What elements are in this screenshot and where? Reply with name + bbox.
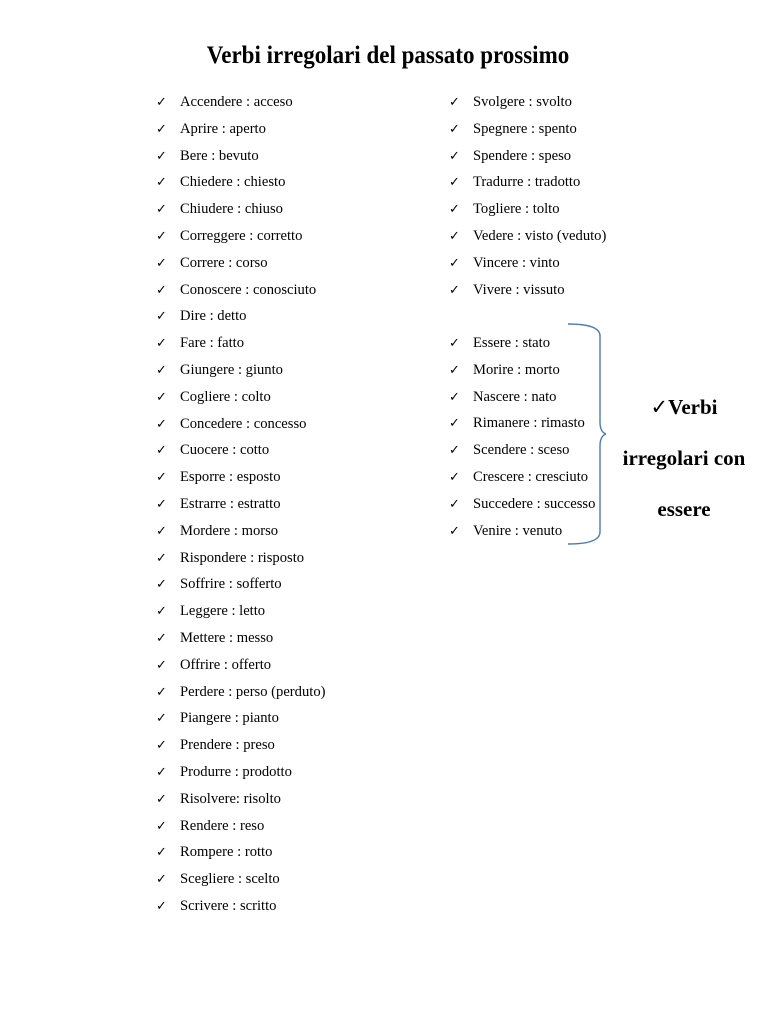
list-item — [156, 571, 325, 598]
verb-pair: Vincere : vinto — [473, 254, 560, 271]
page-title: Verbi irregolari del passato prossimo — [206, 42, 570, 69]
check-icon: ✓ — [449, 282, 460, 298]
check-icon: ✓ — [156, 604, 167, 620]
check-icon: ✓ — [156, 523, 167, 539]
verb-pair: Succedere : successo — [473, 495, 596, 512]
check-icon: ✓ — [449, 121, 460, 137]
check-icon: ✓ — [156, 657, 167, 673]
list-item — [156, 759, 325, 786]
verb-pair: Chiedere : chiesto — [180, 174, 286, 191]
verb-pair: Perdere : perso (perduto) — [180, 683, 326, 700]
check-icon: ✓ — [156, 577, 167, 593]
list-item — [156, 652, 325, 679]
verb-pair: Venire : venuto — [473, 522, 563, 539]
check-icon: ✓ — [156, 148, 167, 164]
verb-pair: Mettere : messo — [180, 629, 274, 646]
list-item — [156, 491, 325, 518]
list-item — [449, 277, 606, 304]
check-icon: ✓ — [449, 469, 460, 485]
list-item — [449, 143, 606, 170]
verb-pair: Crescere : cresciuto — [473, 468, 589, 485]
list-item — [156, 866, 325, 893]
verb-pair: Scrivere : scritto — [180, 897, 277, 914]
list-item — [449, 223, 606, 250]
verb-pair: Bere : bevuto — [180, 147, 259, 164]
check-icon: ✓ — [156, 175, 167, 191]
list-item — [156, 330, 325, 357]
check-icon: ✓ — [156, 389, 167, 405]
verb-pair: Vivere : vissuto — [473, 281, 565, 298]
verb-pair: Correre : corso — [180, 254, 268, 271]
list-item — [156, 598, 325, 625]
list-item — [156, 545, 325, 572]
check-icon: ✓ — [156, 738, 167, 754]
essere-note — [600, 382, 768, 535]
check-icon: ✓ — [449, 228, 460, 244]
check-icon: ✓ — [156, 496, 167, 512]
check-icon: ✓ — [156, 228, 167, 244]
check-icon: ✓ — [156, 818, 167, 834]
verb-pair: Rompere : rotto — [180, 844, 273, 861]
verb-pair: Nascere : nato — [473, 388, 557, 405]
list-item — [156, 357, 325, 384]
essere-note-line-2: irregolari con — [622, 446, 746, 470]
check-icon: ✓ — [449, 175, 460, 191]
list-item — [156, 169, 325, 196]
check-icon: ✓ — [156, 121, 167, 137]
list-item — [156, 679, 325, 706]
check-icon: ✓ — [156, 470, 167, 486]
check-icon: ✓ — [449, 148, 460, 164]
verb-pair: Cogliere : colto — [180, 388, 271, 405]
verb-pair: Morire : morto — [473, 361, 560, 378]
list-item — [156, 705, 325, 732]
list-item — [156, 518, 325, 545]
verb-pair: Offrire : offerto — [180, 656, 272, 673]
check-icon: ✓ — [156, 95, 167, 110]
check-icon: ✓ — [156, 630, 167, 646]
verb-pair: Rispondere : risposto — [180, 549, 305, 566]
verb-pair: Dire : detto — [180, 308, 247, 325]
verb-pair: Produrre : prodotto — [180, 763, 292, 780]
check-icon: ✓ — [156, 309, 167, 325]
list-item — [156, 732, 325, 759]
left-verb-list — [156, 89, 325, 920]
verb-pair: Giungere : giunto — [180, 361, 283, 378]
verb-pair: Spendere : speso — [473, 147, 572, 164]
list-item — [156, 250, 325, 277]
verb-pair: Rendere : reso — [180, 817, 265, 834]
check-icon: ✓ — [156, 255, 167, 271]
check-icon: ✓ — [156, 845, 167, 861]
check-icon: ✓ — [156, 898, 167, 914]
verb-pair: Vedere : visto (veduto) — [473, 227, 607, 244]
check-icon: ✓ — [449, 416, 460, 432]
check-icon: ✓ — [156, 443, 167, 459]
check-icon: ✓ — [156, 362, 167, 378]
verb-pair: Soffrire : sofferto — [180, 576, 282, 593]
list-item — [156, 277, 325, 304]
check-icon: ✓ — [449, 362, 460, 378]
essere-note-line-1 — [600, 382, 768, 433]
verb-pair: Risolvere: risolto — [180, 790, 281, 807]
check-icon: ✓ — [449, 389, 460, 405]
check-icon: ✓ — [156, 764, 167, 780]
verb-pair: Tradurre : tradotto — [473, 174, 581, 191]
verb-pair: Piangere : pianto — [180, 710, 279, 727]
verb-pair: Rimanere : rimasto — [473, 415, 585, 432]
list-item — [449, 169, 606, 196]
verb-pair: Scegliere : scelto — [180, 871, 280, 888]
verb-pair: Scendere : sceso — [473, 442, 570, 459]
list-item — [156, 303, 325, 330]
verb-pair: Prendere : preso — [180, 737, 275, 754]
verb-pair: Spegnere : spento — [473, 120, 577, 137]
right-verb-list — [449, 89, 606, 303]
list-item — [156, 813, 325, 840]
list-item — [156, 411, 325, 438]
check-icon: ✓ — [449, 255, 460, 271]
verb-pair: Accendere : acceso — [180, 94, 293, 110]
list-item — [156, 89, 325, 116]
list-item — [156, 384, 325, 411]
verb-pair: Esporre : esposto — [180, 469, 281, 486]
check-icon: ✓ — [156, 282, 167, 298]
check-icon: ✓ — [156, 872, 167, 888]
verb-pair: Fare : fatto — [180, 335, 245, 352]
check-icon: ✓ — [449, 523, 460, 539]
check-icon: ✓ — [156, 684, 167, 700]
check-icon: ✓ — [156, 550, 167, 566]
list-item — [156, 143, 325, 170]
list-item — [156, 625, 325, 652]
list-item — [156, 116, 325, 143]
verb-pair: Estrarre : estratto — [180, 495, 281, 512]
verb-pair: Correggere : corretto — [180, 227, 303, 244]
list-item — [449, 196, 606, 223]
list-item — [156, 437, 325, 464]
check-icon: ✓ — [449, 336, 460, 351]
verb-pair: Svolgere : svolto — [473, 94, 572, 110]
list-item — [156, 893, 325, 920]
list-item — [156, 196, 325, 223]
verb-pair: Cuocere : cotto — [180, 442, 270, 459]
verb-pair: Conoscere : conosciuto — [180, 281, 317, 298]
list-item — [156, 786, 325, 813]
check-icon: ✓ — [156, 336, 167, 352]
list-item — [156, 839, 325, 866]
verb-pair: Mordere : morso — [180, 522, 279, 539]
verb-pair: Togliere : tolto — [473, 201, 560, 218]
check-icon: ✓ — [650, 395, 669, 419]
list-item — [449, 116, 606, 143]
check-icon: ✓ — [156, 202, 167, 218]
list-item — [449, 89, 606, 116]
check-icon: ✓ — [156, 416, 167, 432]
list-item — [156, 223, 325, 250]
verb-pair: Chiudere : chiuso — [180, 201, 283, 218]
check-icon: ✓ — [449, 496, 460, 512]
verb-pair: Concedere : concesso — [180, 415, 307, 432]
check-icon: ✓ — [449, 202, 460, 218]
essere-note-text-1: Verbi — [668, 395, 718, 419]
check-icon: ✓ — [156, 791, 167, 807]
verb-pair: Aprire : aperto — [180, 120, 266, 137]
check-icon: ✓ — [449, 95, 460, 110]
check-icon: ✓ — [449, 443, 460, 459]
essere-note-line-3: essere — [657, 497, 711, 521]
verb-pair: Essere : stato — [473, 335, 551, 351]
verb-pair: Leggere : letto — [180, 603, 266, 620]
check-icon: ✓ — [156, 711, 167, 727]
list-item — [449, 250, 606, 277]
list-item — [156, 464, 325, 491]
